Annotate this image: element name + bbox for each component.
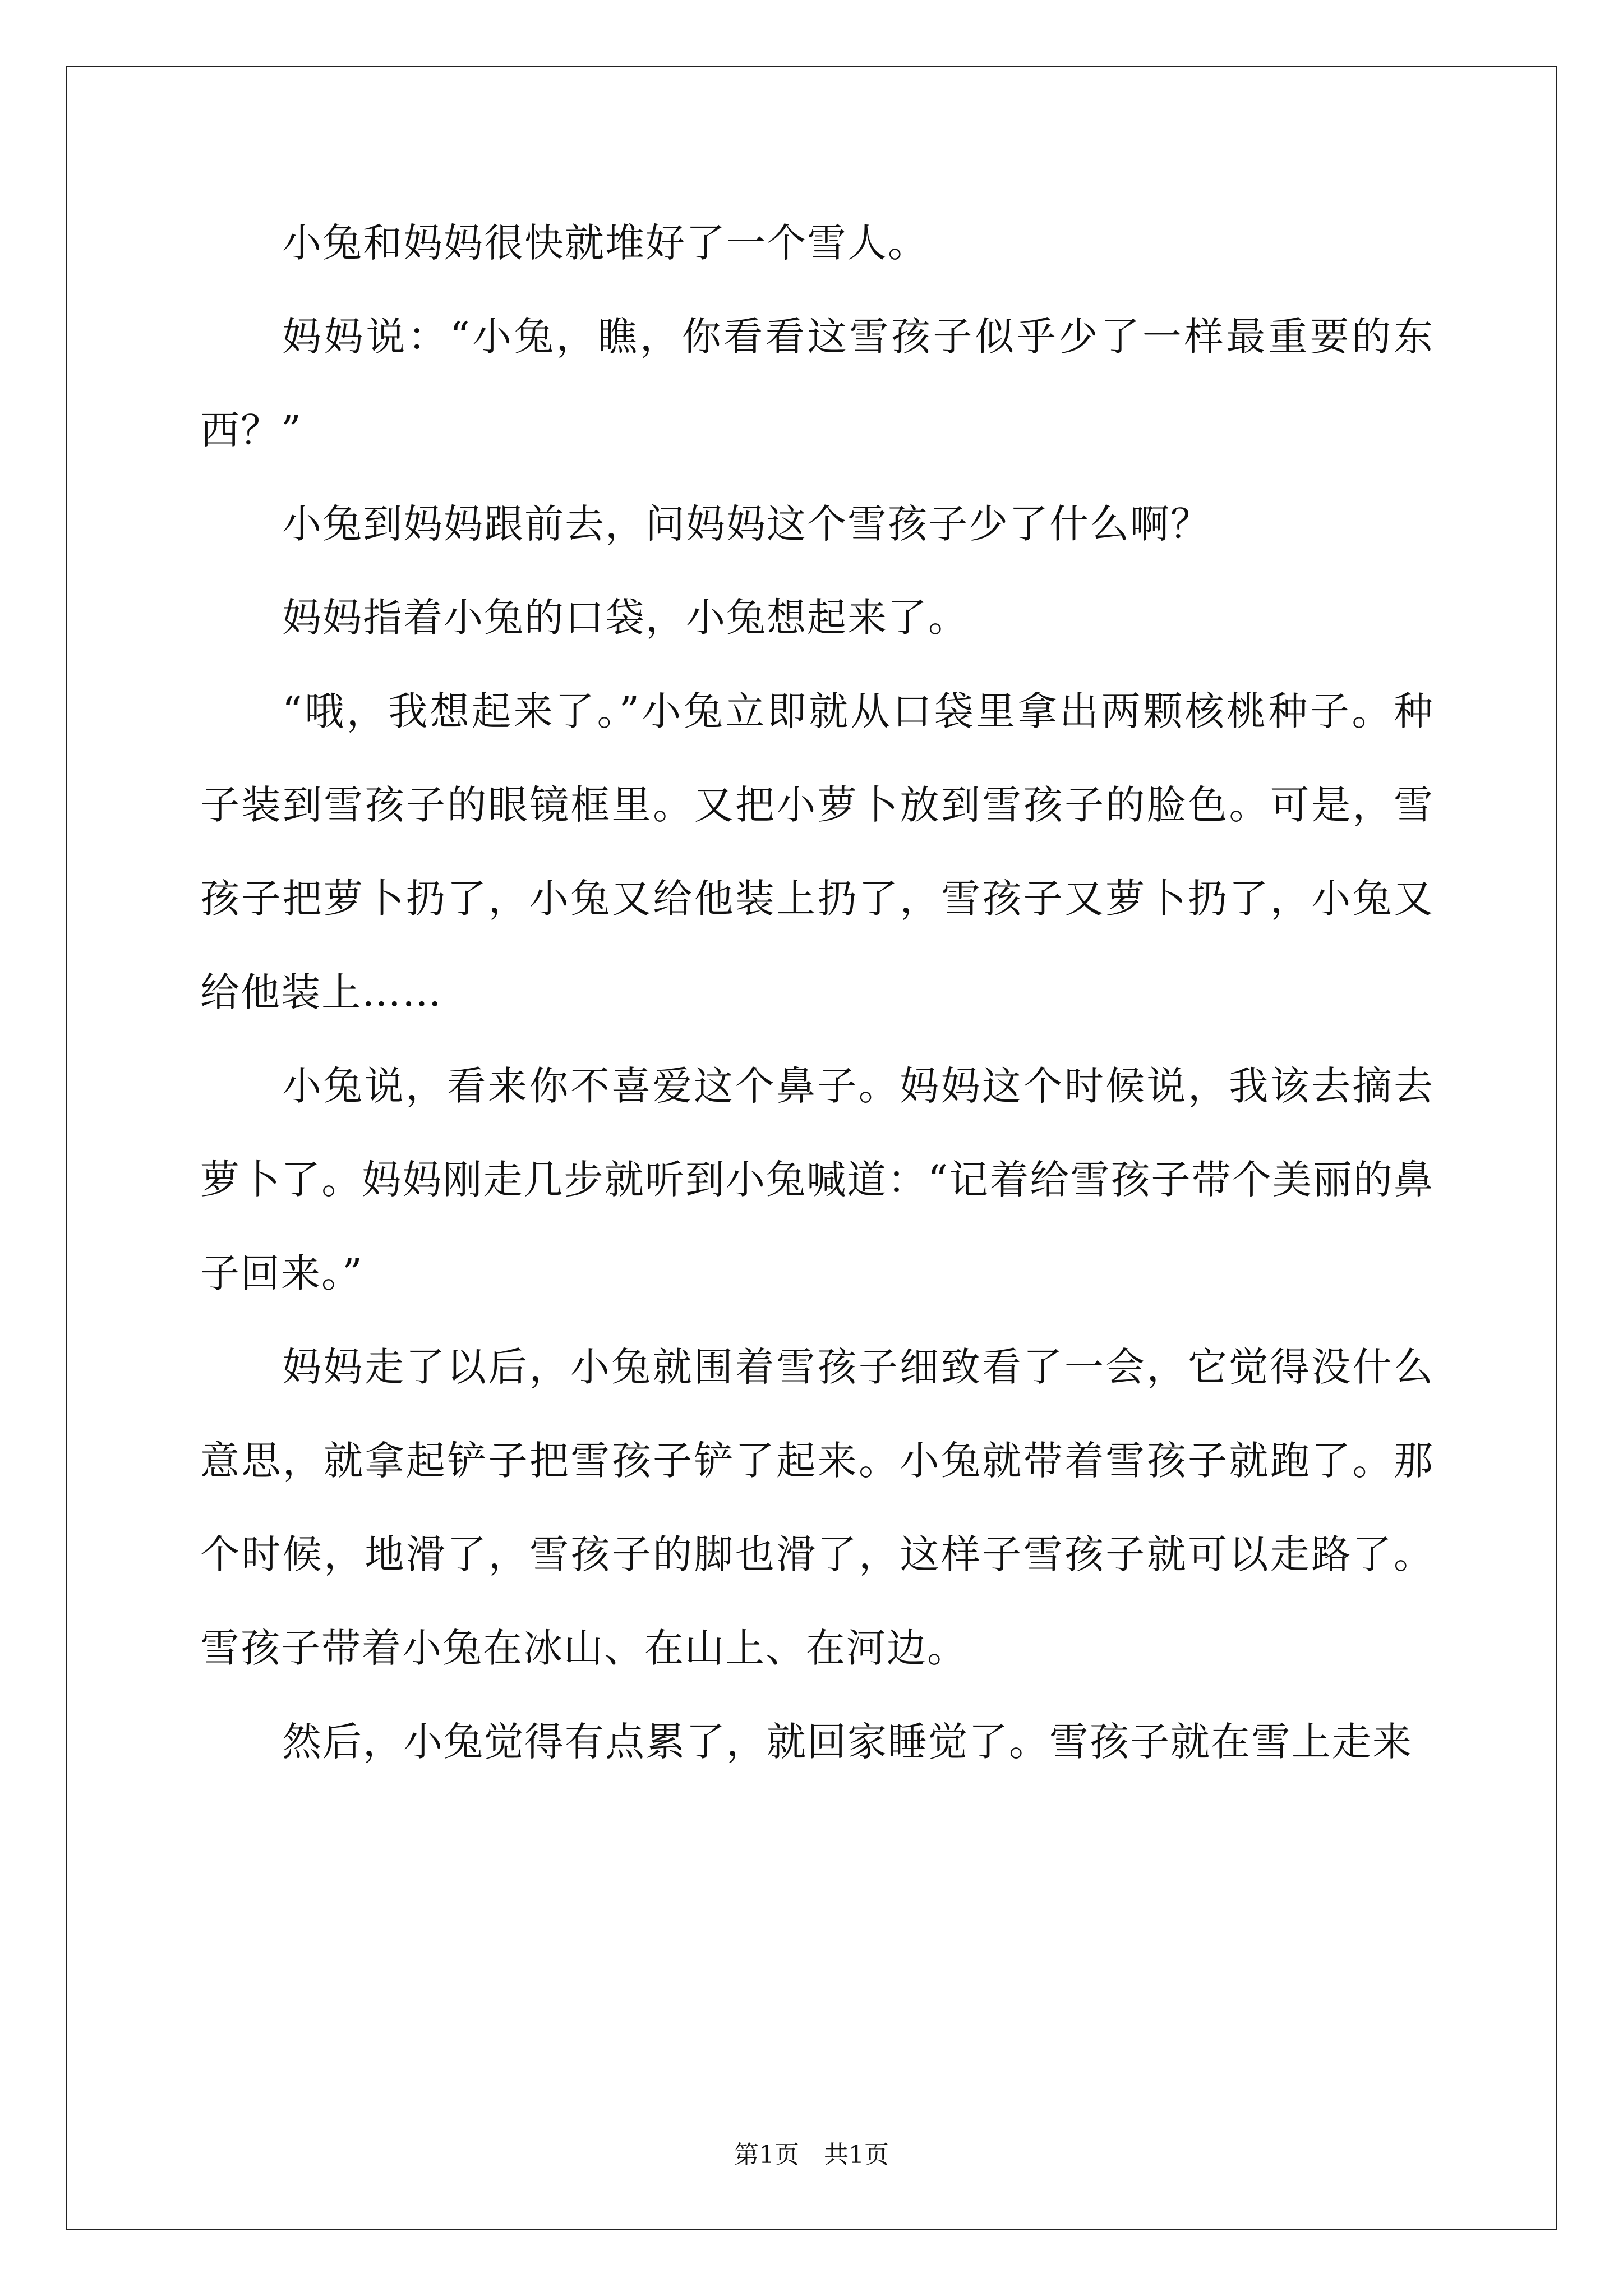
paragraph: 小兔说，看来你不喜爱这个鼻子。妈妈这个时候说，我该去摘去萝卜了。妈妈刚走几步就听到小兔喊道：“记着给雪孩子带个美丽的鼻子回来。” — [200, 1063, 1434, 1296]
paragraph: 妈妈指着小兔的口袋，小兔想起来了。 — [282, 595, 969, 641]
paragraph: 妈妈说：“小兔，瞧，你看看这雪孩子似乎少了一样最重要的东西？” — [200, 314, 1434, 453]
paragraph: “哦，我想起来了。”小兔立即就从口袋里拿出两颗核桃种子。种子装到雪孩子的眼镜框里。又把小萝卜放到雪孩子的脸色。可是，雪孩子把萝卜扔了，小兔又给他装上扔了，雪孩子又萝卜扔了，小兔又给他装上…… — [200, 688, 1434, 1015]
page-number: 第1页 — [734, 2141, 799, 2169]
paragraph: 小兔和妈妈很快就堆好了一个雪人。 — [282, 220, 928, 266]
document-body — [200, 196, 1434, 1789]
page-total: 共1页 — [824, 2141, 889, 2169]
page-footer — [0, 2134, 1623, 2170]
paragraph: 妈妈走了以后，小兔就围着雪孩子细致看了一会，它觉得没什么意思，就拿起铲子把雪孩子铲了起来。小兔就带着雪孩子就跑了。那个时候，地滑了，雪孩子的脚也滑了，这样子雪孩子就可以走路了。雪孩子带着小兔在冰山、在山上、在河边。 — [200, 1344, 1434, 1671]
paragraph: 然后，小兔觉得有点累了，就回家睡觉了。雪孩子就在雪上走来 — [282, 1719, 1413, 1765]
paragraph: 小兔到妈妈跟前去，问妈妈这个雪孩子少了什么啊？ — [282, 501, 1211, 547]
